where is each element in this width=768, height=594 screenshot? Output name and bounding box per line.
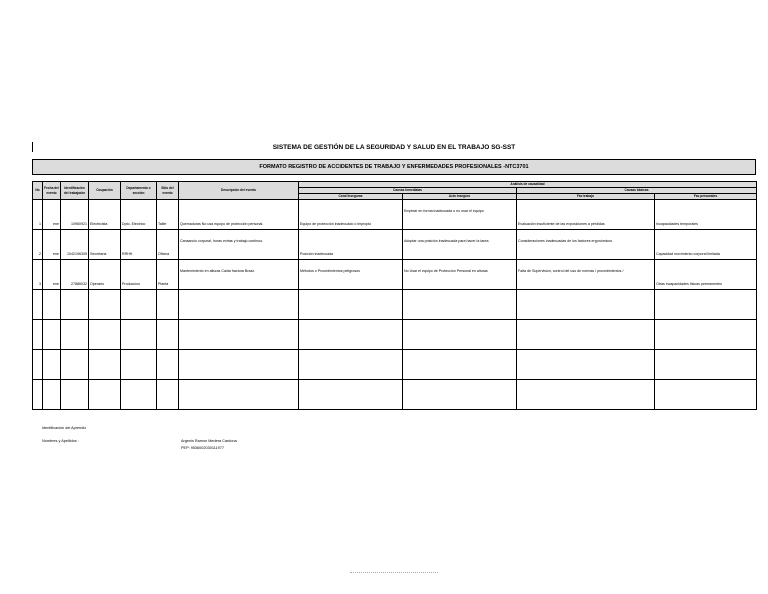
cell-identificacion: 10960921 bbox=[61, 200, 89, 230]
cell-cond-insegura: Métodos o Procedimientos peligrosos bbox=[299, 260, 403, 290]
cell-no: 2 bbox=[33, 230, 43, 260]
cell-acto-inseguro: Emplear en forma inadecuada o no usar el equipo bbox=[403, 200, 517, 230]
cell-descripcion: Cansancio corporal, horas extras y trabajo continuo. bbox=[179, 230, 299, 260]
header-departamento: Departamento o sección bbox=[121, 182, 157, 200]
cell-fac-personal: Incapacidades temporales bbox=[655, 200, 757, 230]
table-row bbox=[33, 200, 757, 230]
header-causas-inmediatas: Causas Inmediatas bbox=[299, 188, 517, 194]
cell-ocupacion: Secretaria bbox=[89, 230, 121, 260]
empty-row bbox=[33, 290, 757, 320]
cell-departamento: Dpto. Electrico bbox=[121, 200, 157, 230]
cell-no: 1 bbox=[33, 200, 43, 230]
cell-no: 3 bbox=[33, 260, 43, 290]
header-no: No bbox=[33, 182, 43, 200]
header-fecha: Fecha del evento bbox=[43, 182, 61, 200]
cell-fac-personal: Capacidad movimiento corporal limitada bbox=[655, 230, 757, 260]
cell-identificacion: 1042196305 bbox=[61, 230, 89, 260]
cell-ocupacion: Electricista bbox=[89, 200, 121, 230]
cell-fac-trabajo: Consideraciones inadecuadas de los factores ergonómicos bbox=[517, 230, 655, 260]
cell-acto-inseguro: Adoptar una posición inadecuada para hacer la tarea bbox=[403, 230, 517, 260]
nombres-label: Nombres y Apellidos : bbox=[42, 439, 79, 443]
cell-ocupacion: Operario bbox=[89, 260, 121, 290]
header-fac-personales: Fac personales bbox=[655, 194, 757, 200]
cell-cond-insegura: Equipo de protección inadecuado o impropio bbox=[299, 200, 403, 230]
cell-sitio: Taller bbox=[157, 200, 179, 230]
header-actos-inseguros: Acto Inseguro bbox=[403, 194, 517, 200]
header-sitio: Sitio del evento bbox=[157, 182, 179, 200]
accident-register-table bbox=[32, 181, 757, 410]
cell-fecha: ene bbox=[43, 260, 61, 290]
cell-identificacion: 27886032 bbox=[61, 260, 89, 290]
table-row bbox=[33, 260, 757, 290]
cell-departamento: Produccion bbox=[121, 260, 157, 290]
cell-fecha: ene bbox=[43, 230, 61, 260]
cell-cond-insegura: Posición inadecuada bbox=[299, 230, 403, 260]
empty-row bbox=[33, 380, 757, 410]
document-title: SISTEMA DE GESTIÓN DE LA SEGURIDAD Y SALUD EN EL TRABAJO SG-SST bbox=[272, 144, 516, 151]
cell-departamento: RRHH bbox=[121, 230, 157, 260]
cell-sitio: Oficina bbox=[157, 230, 179, 260]
identificacion-label: Identificación del Aprendiz bbox=[42, 426, 87, 430]
cell-descripcion: Quemaduras No usa equipo de protección personal. bbox=[179, 200, 299, 230]
empty-row bbox=[33, 350, 757, 380]
form-subtitle: FORMATO REGISTRO DE ACCIDENTES DE TRABAJO Y ENFERMEDADES PROFESIONALES -NTC3701 bbox=[32, 159, 756, 175]
pep-value: PEP: 9536002030111977 bbox=[181, 446, 224, 450]
table-row bbox=[33, 230, 757, 260]
cell-fac-personal: Otras incapacidades físicas permanentes bbox=[655, 260, 757, 290]
header-analisis: Análisis de causalidad bbox=[299, 182, 757, 188]
header-identificacion: Identificación del trabajador bbox=[61, 182, 89, 200]
header-fac-trabajo: Fac trabajo bbox=[517, 194, 655, 200]
header-cond-inseguras: Cond Inseguras bbox=[299, 194, 403, 200]
cell-fecha: ene bbox=[43, 200, 61, 230]
page-footer-mark bbox=[350, 572, 438, 575]
cell-fac-trabajo: Evaluación insuficiente de las exposiciones a pérdidas bbox=[517, 200, 655, 230]
header-descripcion: Descripción del evento bbox=[179, 182, 299, 200]
header-ocupacion: Ocupación bbox=[89, 182, 121, 200]
cell-fac-trabajo: Falta de Supervision, control del uso de normas / procedimientos / bbox=[517, 260, 655, 290]
cell-acto-inseguro: No Usar el equipo de Proteccion Personal en alturas bbox=[403, 260, 517, 290]
cell-descripcion: Mantenimiento en alturas Caida fractura Brazo bbox=[179, 260, 299, 290]
empty-row bbox=[33, 320, 757, 350]
cell-sitio: Planta bbox=[157, 260, 179, 290]
nombre-value: Argenis Ramon Medera Cardona bbox=[181, 439, 237, 443]
header-causas-basicas: Causas básicas bbox=[517, 188, 757, 194]
